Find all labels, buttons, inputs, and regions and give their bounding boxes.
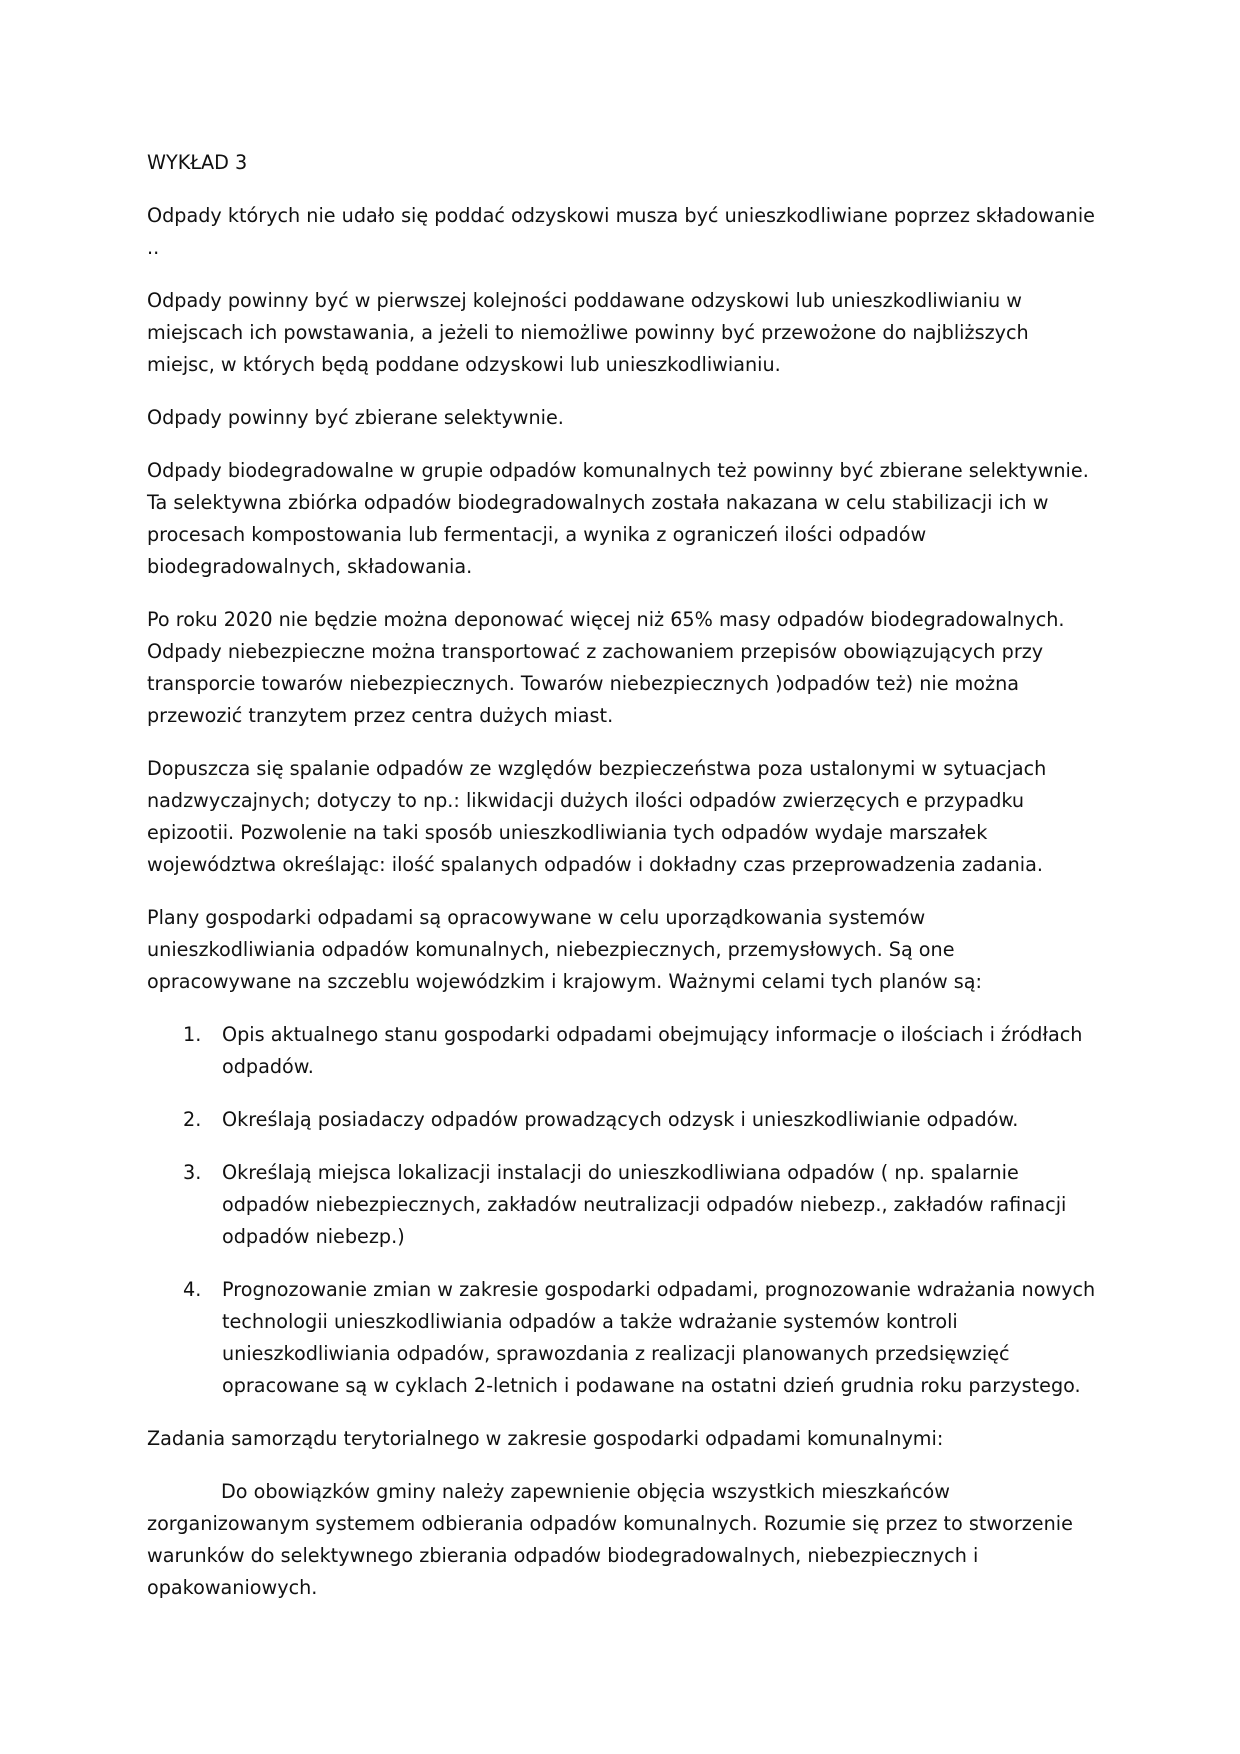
plan-goals-list <box>147 1019 1097 1402</box>
paragraph: Odpady powinny być w pierwszej kolejności poddawane odzyskowi lub unieszkodliwianiu w miejscach ich powstawania, a jeżeli to niemożliwe powinny być przewożone do najbliższych miejsc, w których będą poddane odzyskowi lub unieszkodliwianiu. <box>147 289 1029 376</box>
paragraph: Po roku 2020 nie będzie można deponować więcej niż 65% masy odpadów biodegradowalnych. Odpady niebezpieczne można transportować z zachowaniem przepisów obowiązujących przy transporcie towarów niebezpiecznych. Towarów niebezpiecznych )odpadów też) nie można przewozić tranzytem przez centra dużych miast. <box>147 608 1065 727</box>
paragraph: Odpady powinny być zbierane selektywnie. <box>147 406 564 429</box>
list-item-text: Określają posiadaczy odpadów prowadzących odzysk i unieszkodliwianie odpadów. <box>222 1108 1019 1131</box>
list-item-text: Opis aktualnego stanu gospodarki odpadami obejmujący informacje o ilościach i źródłach odpadów. <box>222 1023 1083 1078</box>
paragraph: Plany gospodarki odpadami są opracowywane w celu uporządkowania systemów unieszkodliwiania odpadów komunalnych, niebezpiecznych, przemysłowych. Są one opracowywane na szczeblu wojewódzkim i krajowym. Ważnymi celami tych planów są: <box>147 906 983 993</box>
list-item-number: 3. <box>183 1161 202 1184</box>
paragraph: Odpady których nie udało się poddać odzyskowi musza być unieszkodliwiane poprzez składowanie .. <box>147 204 1095 259</box>
list-item-number: 2. <box>183 1108 202 1131</box>
list-item-text: Prognozowanie zmian w zakresie gospodarki odpadami, prognozowanie wdrażania nowych technologii unieszkodliwiania odpadów a także wdrażanie systemów kontroli unieszkodliwiania odpadów, sprawozdania z realizacji planowanych przedsięwzięć opracowane są w cyklach 2-letnich i podawane na ostatni dzień grudnia roku parzystego. <box>222 1278 1096 1397</box>
list-item <box>147 1104 1097 1136</box>
list-item-number: 4. <box>183 1278 202 1301</box>
list-item <box>147 1019 1097 1083</box>
paragraph: Odpady biodegradowalne w grupie odpadów komunalnych też powinny być zbierane selektywnie. Ta selektywna zbiórka odpadów biodegradowalnych została nakazana w celu stabilizacji ich w procesach kompostowania lub fermentacji, a wynika z ograniczeń ilości odpadów biodegradowalnych, składowania. <box>147 459 1089 578</box>
paragraph: Do obowiązków gminy należy zapewnienie objęcia wszystkich mieszkańców zorganizowanym systemem odbierania odpadów komunalnych. Rozumie się przez to stworzenie warunków do selektywnego zbierania odpadów biodegradowalnych, niebezpiecznych i opakowaniowych. <box>147 1480 1073 1599</box>
list-item <box>147 1274 1097 1402</box>
list-item-text: Określają miejsca lokalizacji instalacji do unieszkodliwiana odpadów ( np. spalarnie odpadów niebezpiecznych, zakładów neutralizacji odpadów niebezp., zakładów rafinacji odpadów niebezp.) <box>222 1161 1067 1248</box>
document-body <box>147 147 1097 1625</box>
section-heading: Zadania samorządu terytorialnego w zakresie gospodarki odpadami komunalnymi: <box>147 1427 944 1450</box>
list-item-number: 1. <box>183 1023 202 1046</box>
list-item <box>147 1157 1097 1253</box>
paragraph: Dopuszcza się spalanie odpadów ze względów bezpieczeństwa poza ustalonymi w sytuacjach nadzwyczajnych; dotyczy to np.: likwidacji dużych ilości odpadów zwierzęcych e przypadku epizootii. Pozwolenie na taki sposób unieszkodliwiania tych odpadów wydaje marszałek województwa określając: ilość spalanych odpadów i dokładny czas przeprowadzenia zadania. <box>147 757 1047 876</box>
lecture-title: WYKŁAD 3 <box>147 151 248 174</box>
